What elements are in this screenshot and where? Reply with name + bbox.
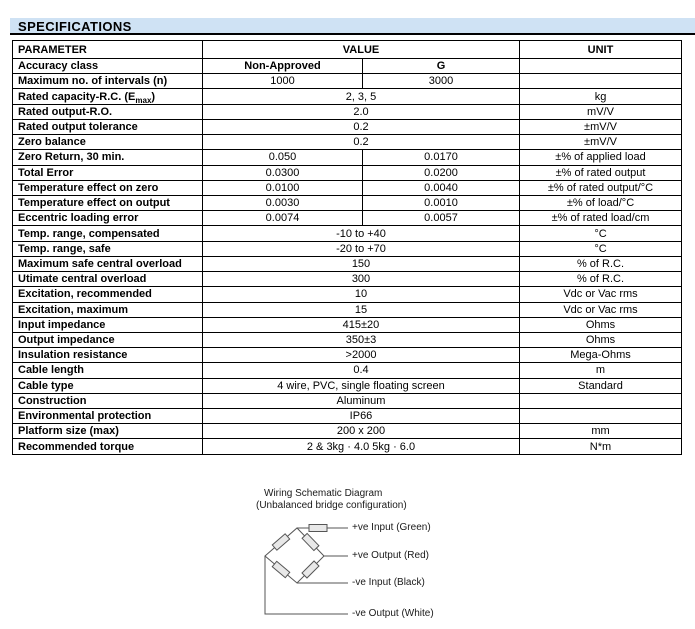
- value-cell: 0.0300: [203, 165, 363, 180]
- value-cell: 0.2: [203, 119, 520, 134]
- param-cell: Platform size (max): [13, 424, 203, 439]
- param-cell: Maximum no. of intervals (n): [13, 74, 203, 89]
- param-cell: Cable type: [13, 378, 203, 393]
- resistor-icon: [272, 561, 290, 577]
- param-cell: Cable length: [13, 363, 203, 378]
- table-row: [13, 226, 682, 241]
- table-row: [13, 378, 682, 393]
- wiring-label-1: +ve Input (Green): [352, 522, 431, 533]
- table-row: [13, 180, 682, 195]
- param-cell: Temperature effect on zero: [13, 180, 203, 195]
- param-cell: Excitation, maximum: [13, 302, 203, 317]
- value-cell: Non-Approved: [203, 59, 363, 74]
- table-row: [13, 332, 682, 347]
- value-cell: IP66: [203, 409, 520, 424]
- value-cell: -20 to +70: [203, 241, 520, 256]
- wiring-diagram-subtitle: (Unbalanced bridge configuration): [256, 500, 407, 511]
- unit-cell: Standard: [520, 378, 682, 393]
- column-header-parameter: PARAMETER: [13, 41, 203, 59]
- value-cell: 0.4: [203, 363, 520, 378]
- param-cell: Total Error: [13, 165, 203, 180]
- param-cell: Construction: [13, 393, 203, 408]
- table-row: [13, 119, 682, 134]
- param-cell: Temp. range, compensated: [13, 226, 203, 241]
- param-cell: Accuracy class: [13, 59, 203, 74]
- param-cell: Recommended torque: [13, 439, 203, 455]
- value-cell: 0.0057: [363, 211, 520, 226]
- unit-cell: kg: [520, 89, 682, 104]
- specifications-header: [10, 18, 695, 35]
- table-row: [13, 317, 682, 332]
- param-cell: Zero balance: [13, 135, 203, 150]
- table-row: [13, 393, 682, 408]
- resistor-icon: [272, 534, 289, 550]
- param-cell: Output impedance: [13, 332, 203, 347]
- value-cell: 300: [203, 272, 520, 287]
- param-cell: Input impedance: [13, 317, 203, 332]
- wiring-label-2: +ve Output (Red): [352, 550, 429, 561]
- unit-cell: ±% of rated output/°C: [520, 180, 682, 195]
- table-row: [13, 150, 682, 165]
- value-cell: 0.0040: [363, 180, 520, 195]
- table-row: [13, 363, 682, 378]
- value-cell: 0.050: [203, 150, 363, 165]
- unit-cell: Ohms: [520, 317, 682, 332]
- wiring-diagram-title: Wiring Schematic Diagram: [264, 488, 383, 499]
- unit-cell: N*m: [520, 439, 682, 455]
- value-cell: 0.0170: [363, 150, 520, 165]
- table-row: [13, 241, 682, 256]
- value-cell: 10: [203, 287, 520, 302]
- table-row: [13, 104, 682, 119]
- unit-cell: [520, 74, 682, 89]
- unit-cell: °C: [520, 241, 682, 256]
- table-row: [13, 165, 682, 180]
- unit-cell: Ohms: [520, 332, 682, 347]
- param-cell: Environmental protection: [13, 409, 203, 424]
- param-cell: Temp. range, safe: [13, 241, 203, 256]
- table-row: [13, 272, 682, 287]
- table-row: [13, 348, 682, 363]
- wiring-label-4: -ve Output (White): [352, 608, 434, 619]
- value-cell: 0.0100: [203, 180, 363, 195]
- value-cell: 0.0074: [203, 211, 363, 226]
- specifications-table: [12, 40, 682, 455]
- value-cell: -10 to +40: [203, 226, 520, 241]
- unit-cell: Mega-Ohms: [520, 348, 682, 363]
- value-cell: 4 wire, PVC, single floating screen: [203, 378, 520, 393]
- unit-cell: ±% of load/°C: [520, 195, 682, 210]
- value-cell: 0.0030: [203, 195, 363, 210]
- unit-cell: m: [520, 363, 682, 378]
- param-cell: Insulation resistance: [13, 348, 203, 363]
- param-cell: Rated output tolerance: [13, 119, 203, 134]
- table-row: [13, 256, 682, 271]
- unit-cell: ±% of rated output: [520, 165, 682, 180]
- unit-cell: mm: [520, 424, 682, 439]
- unit-cell: Vdc or Vac rms: [520, 287, 682, 302]
- table-row: [13, 74, 682, 89]
- unit-cell: ±% of applied load: [520, 150, 682, 165]
- table-row: [13, 287, 682, 302]
- unit-cell: °C: [520, 226, 682, 241]
- value-cell: 0.0010: [363, 195, 520, 210]
- unit-cell: [520, 59, 682, 74]
- unit-cell: ±mV/V: [520, 119, 682, 134]
- column-header-unit: UNIT: [520, 41, 682, 59]
- value-cell: 0.0200: [363, 165, 520, 180]
- table-header-row: [13, 41, 682, 59]
- value-cell: 415±20: [203, 317, 520, 332]
- table-row: [13, 439, 682, 455]
- value-cell: 2.0: [203, 104, 520, 119]
- value-cell: 3000: [363, 74, 520, 89]
- param-cell: Rated capacity-R.C. $(E_{max})$: [13, 89, 203, 104]
- param-cell: Eccentric loading error: [13, 211, 203, 226]
- param-cell: Zero Return, 30 min.: [13, 150, 203, 165]
- unit-cell: % of R.C.: [520, 272, 682, 287]
- bridge-schematic-drawing: [250, 510, 355, 622]
- param-cell: Maximum safe central overload: [13, 256, 203, 271]
- value-cell: 200 x 200: [203, 424, 520, 439]
- unit-cell: mV/V: [520, 104, 682, 119]
- resistor-icon: [302, 561, 319, 578]
- unit-cell: [520, 393, 682, 408]
- param-cell: Excitation, recommended: [13, 287, 203, 302]
- value-cell: 0.2: [203, 135, 520, 150]
- value-cell: 1000: [203, 74, 363, 89]
- table-row: [13, 302, 682, 317]
- table-row: [13, 89, 682, 104]
- value-cell: >2000: [203, 348, 520, 363]
- table-row: [13, 409, 682, 424]
- value-cell: 2, 3, 5: [203, 89, 520, 104]
- resistor-icon: [309, 525, 327, 532]
- unit-cell: % of R.C.: [520, 256, 682, 271]
- wiring-label-3: -ve Input (Black): [352, 577, 425, 588]
- unit-cell: Vdc or Vac rms: [520, 302, 682, 317]
- specifications-title: SPECIFICATIONS: [18, 19, 132, 34]
- table-row: [13, 59, 682, 74]
- value-cell: Aluminum: [203, 393, 520, 408]
- unit-cell: ±% of rated load/cm: [520, 211, 682, 226]
- value-cell: 150: [203, 256, 520, 271]
- value-cell: 2 & 3kg · 4.0 5kg · 6.0: [203, 439, 520, 455]
- unit-cell: ±mV/V: [520, 135, 682, 150]
- table-row: [13, 211, 682, 226]
- value-cell: 15: [203, 302, 520, 317]
- param-cell: Rated output-R.O.: [13, 104, 203, 119]
- value-cell: G: [363, 59, 520, 74]
- table-row: [13, 195, 682, 210]
- column-header-value: VALUE: [203, 41, 520, 59]
- unit-cell: [520, 409, 682, 424]
- bridge-diamond: [265, 528, 324, 583]
- param-cell: Utimate central overload: [13, 272, 203, 287]
- table-row: [13, 135, 682, 150]
- param-cell: Temperature effect on output: [13, 195, 203, 210]
- value-cell: 350±3: [203, 332, 520, 347]
- table-row: [13, 424, 682, 439]
- resistor-icon: [302, 533, 319, 550]
